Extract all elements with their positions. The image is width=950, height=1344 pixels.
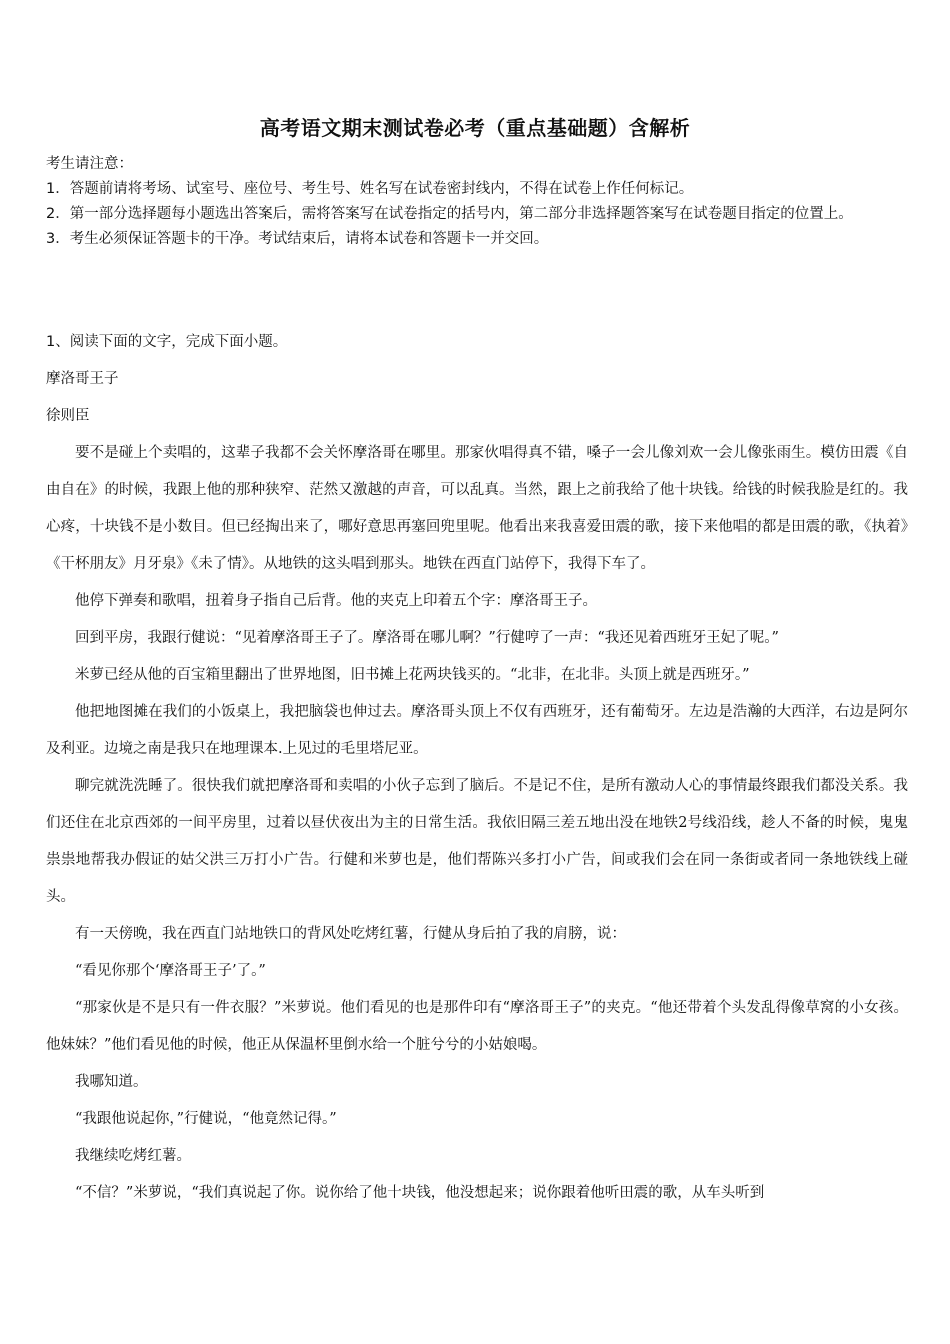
article-paragraph: “我跟他说起你，”行健说，“他竟然记得。” xyxy=(75,1111,337,1127)
article-paragraph: 我继续吃烤红薯。 xyxy=(75,1148,191,1164)
article-paragraph: “那家伙是不是只有一件衣服？”米萝说。他们看见的也是那件印有“摩洛哥王子”的夹克。“他还带着个头发乱得像草窝的小女孩。他妹妹？”他们看见他的时候，他正从保温杯里倒水给一个脏兮兮的小姑娘喝。 xyxy=(46,1000,908,1053)
article-paragraph: 要不是碰上个卖唱的，这辈子我都不会关怀摩洛哥在哪里。那家伙唱得真不错，嗓子一会儿像刘欢一会儿像张雨生。模仿田震《自由自在》的时候，我跟上他的那种狭窄、茫然又激越的声音，可以乱真。当然，跟上之前我给了他十块钱。给钱的时候我脸是红的。我心疼，十块钱不是小数目。但已经掏出来了，哪好意思再塞回兜里呢。他看出来我喜爱田震的歌，接下来他唱的都是田震的歌，《执着》《干杯朋友》月牙泉》《未了情》。从地铁的这头唱到那头。地铁在西直门站停下，我得下车了。 xyxy=(46,445,908,572)
article-paragraph: “不信？”米萝说，“我们真说起了你。说你给了他十块钱，他没想起来；说你跟着他听田震的歌，从车头听到 xyxy=(75,1185,765,1201)
notice-item: 2．第一部分选择题每小题选出答案后，需将答案写在试卷指定的括号内，第二部分非选择题答案写在试卷题目指定的位置上。 xyxy=(46,206,853,222)
document-title: 高考语文期末测试卷必考（重点基础题）含解析 xyxy=(259,116,691,140)
notice-item: 3．考生必须保证答题卡的干净。考试结束后，请将本试卷和答题卡一并交回。 xyxy=(46,231,549,247)
article-paragraph: “看见你那个‘摩洛哥王子’了。” xyxy=(75,963,266,979)
notice-heading: 考生请注意： xyxy=(46,156,133,172)
article-paragraph: 回到平房，我跟行健说：“见着摩洛哥王子了。摩洛哥在哪儿啊？”行健哼了一声：“我还见着西班牙王妃了呢。” xyxy=(75,630,779,646)
article-paragraph: 聊完就洗洗睡了。很快我们就把摩洛哥和卖唱的小伙子忘到了脑后。不是记不住，是所有激动人心的事情最终跟我们都没关系。我们还住在北京西郊的一间平房里，过着以昼伏夜出为主的日常生活。我依旧隔三差五地出没在地铁2号线沿线，趁人不备的时候，鬼鬼祟祟地帮我办假证的姑父洪三万打小广告。行健和米萝也是，他们帮陈兴多打小广告，间或我们会在同一条街或者同一条地铁线上碰头。 xyxy=(46,778,908,905)
article-paragraph: 他停下弹奏和歌唱，扭着身子指自己后背。他的夹克上印着五个字：摩洛哥王子。 xyxy=(75,593,597,609)
article-paragraph: 有一天傍晚，我在西直门站地铁口的背风处吃烤红薯，行健从身后拍了我的肩膀，说： xyxy=(75,926,626,942)
candidate-notice xyxy=(46,152,906,252)
article-paragraph: 米萝已经从他的百宝箱里翻出了世界地图，旧书摊上花两块钱买的。“北非，在北非。头顶上就是西班牙。” xyxy=(75,667,750,683)
article-author: 徐则臣 xyxy=(46,408,90,424)
question-instruction: 1、阅读下面的文字，完成下面小题。 xyxy=(46,334,288,350)
article-paragraph: 他把地图摊在我们的小饭桌上，我把脑袋也伸过去。摩洛哥头顶上不仅有西班牙，还有葡萄牙。左边是浩瀚的大西洋，右边是阿尔及利亚。边境之南是我只在地理课本.上见过的毛里塔尼亚。 xyxy=(46,704,908,757)
reading-question xyxy=(46,324,908,1212)
notice-item: 1．答题前请将考场、试室号、座位号、考生号、姓名写在试卷密封线内，不得在试卷上作任何标记。 xyxy=(46,181,694,197)
article-title: 摩洛哥王子 xyxy=(46,371,119,387)
article-paragraph: 我哪知道。 xyxy=(75,1074,148,1090)
